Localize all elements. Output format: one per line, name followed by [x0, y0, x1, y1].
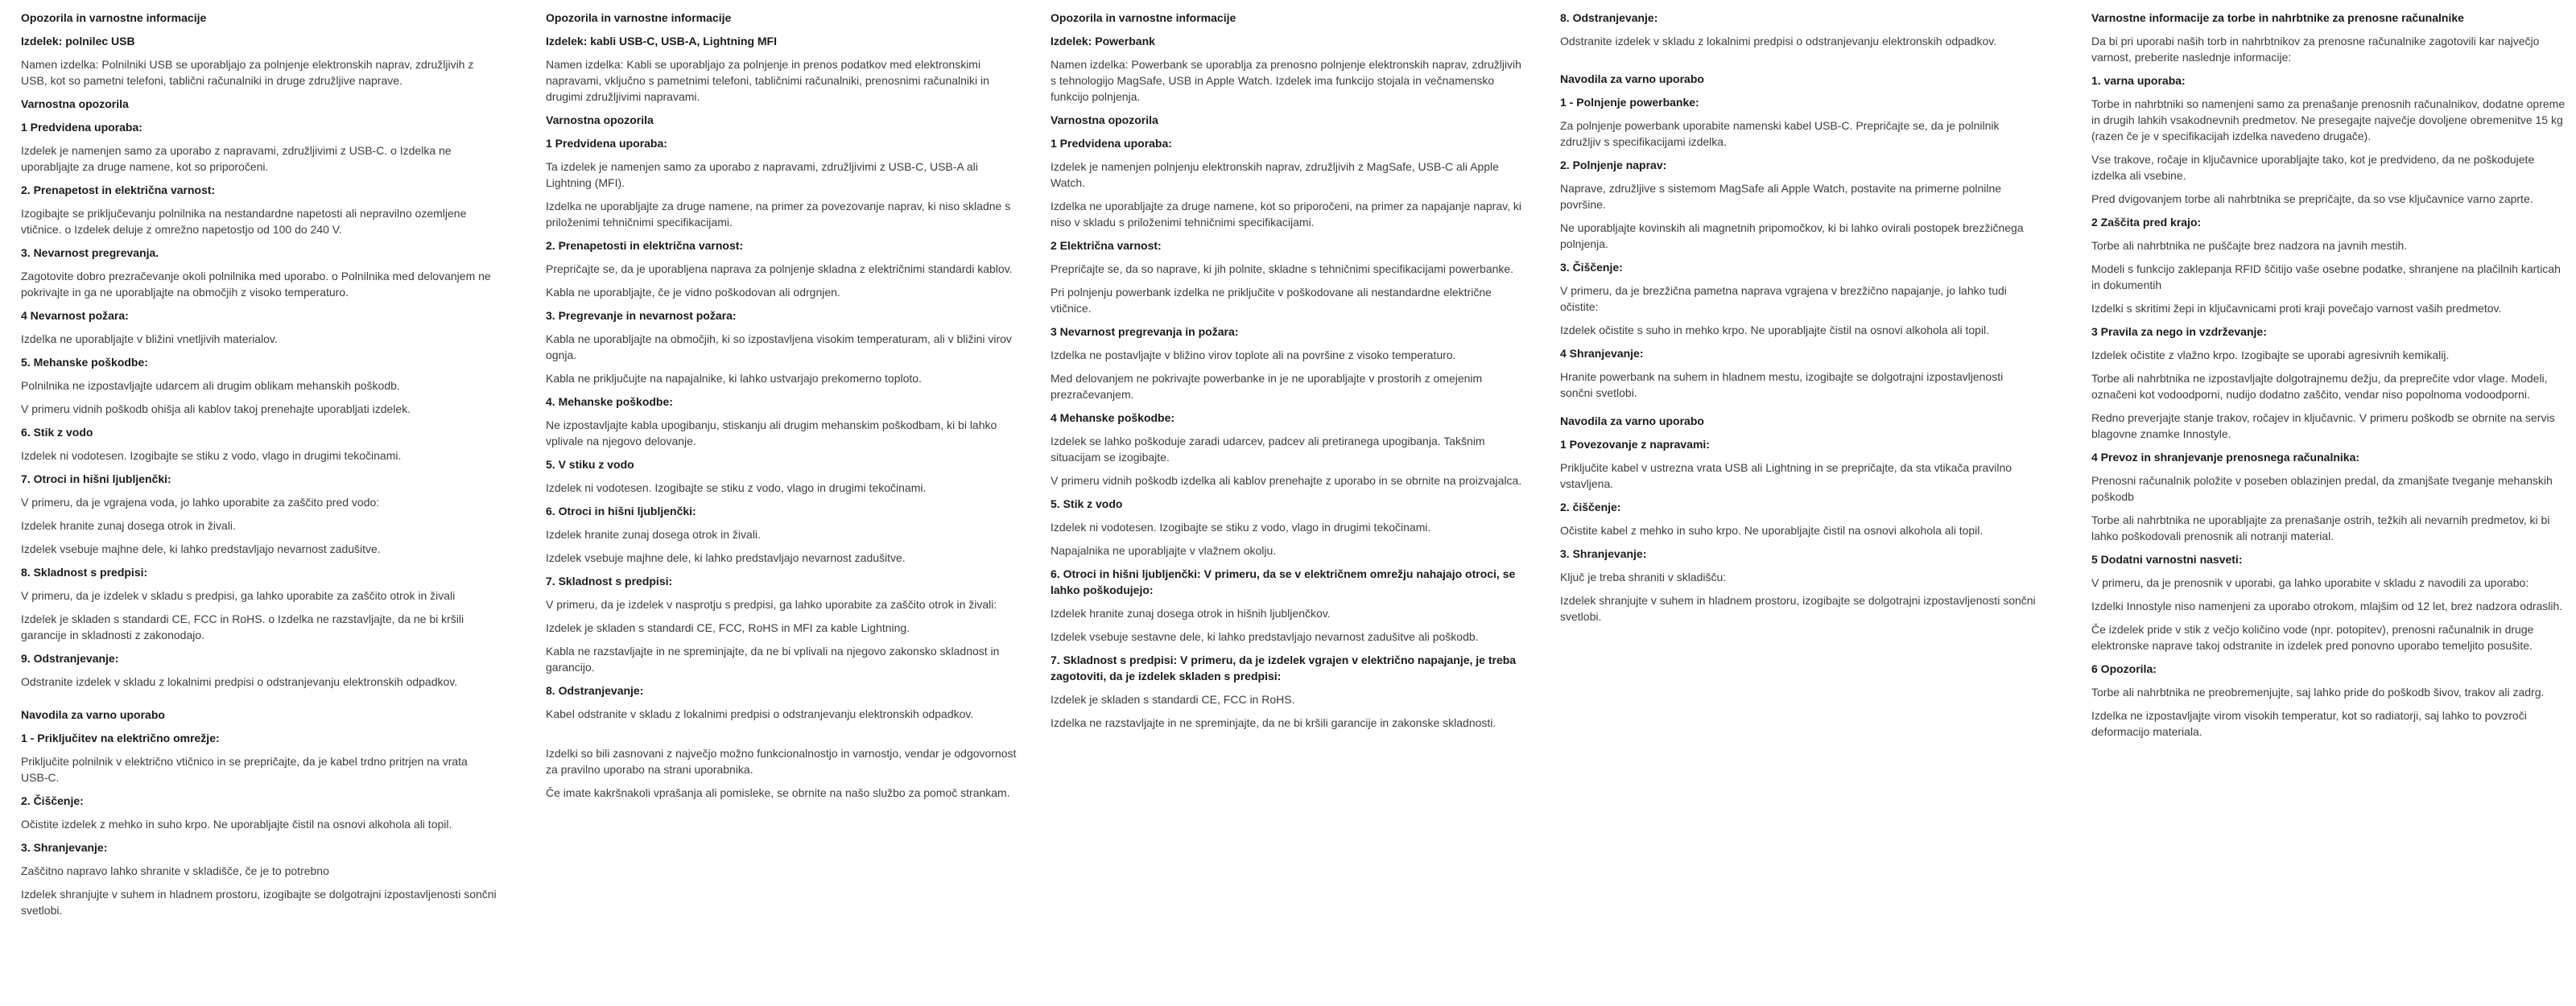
section-heading: 5. V stiku z vodo: [546, 458, 634, 471]
section-heading: 4 Mehanske poškodbe:: [1051, 411, 1175, 424]
paragraph: V primeru vidnih poškodb ohišja ali kablov takoj prenehajte uporabljati izdelek.: [21, 402, 411, 415]
paragraph: Izdelek vsebuje majhne dele, ki lahko predstavljajo nevarnost zadušitve.: [546, 551, 906, 564]
section-heading: Navodila za varno uporabo: [21, 708, 165, 721]
paragraph: Izdelek hranite zunaj dosega otrok in živali.: [21, 519, 236, 532]
section-heading: 6 Opozorila:: [2091, 662, 2157, 675]
spacer: [1560, 56, 2037, 71]
text-column-powerbank-safety: [1051, 10, 1527, 738]
paragraph: Pri polnjenju powerbank izdelka ne priključite v poškodovane ali nestandardne električne vtičnice.: [1051, 286, 1492, 315]
paragraph: Izdelki so bili zasnovani z največjo možno funkcionalnostjo in varnostjo, vendar je odgovornost za pravilno uporabo na strani uporabnika.: [546, 747, 1017, 776]
paragraph: Kabla ne priključujte na napajalnike, ki lahko ustvarjajo prekomerno toploto.: [546, 372, 922, 385]
section-heading: 7. Skladnost s predpisi: V primeru, da je izdelek vgrajen v električno napajanje, je treba zagotoviti, da je izdelek skladen s predpisi:: [1051, 653, 1517, 682]
text-column-laptop-bags-safety: [2091, 10, 2568, 747]
section-heading: 2 Električna varnost:: [1051, 239, 1162, 252]
paragraph: V primeru, da je izdelek v skladu s predpisi, ga lahko uporabite za zaščito otrok in živali: [21, 589, 456, 602]
paragraph: Redno preverjajte stanje trakov, ročajev in ključavnic. V primeru poškodb se obrnite na servis blagovne znamke Innostyle.: [2091, 411, 2555, 440]
section-heading: 6. Otroci in hišni ljubljenčki:: [546, 505, 696, 517]
paragraph: Ključ je treba shraniti v skladišču:: [1560, 571, 1727, 583]
paragraph: Napajalnika ne uporabljajte v vlažnem okolju.: [1051, 544, 1277, 557]
paragraph: Izdelek je skladen s standardi CE, FCC in RoHS. o Izdelka ne razstavljajte, da ne bi kršili garancije in skladnosti z zakonodajo.: [21, 612, 464, 641]
text-column-powerbank-usage-and-cable-usage: [1560, 10, 2037, 632]
section-heading: Izdelek: kabli USB-C, USB-A, Lightning MFI: [546, 35, 777, 47]
section-heading: 7. Skladnost s predpisi:: [546, 575, 673, 588]
section-heading: 3. Čiščenje:: [1560, 261, 1623, 274]
paragraph: Namen izdelka: Powerbank se uporablja za prenosno polnjenje elektronskih naprav, združljivih s tehnologijo MagSafe, USB in Apple Watch. Izdelek ima funkcijo stojala in večnamensko funkcijo polnjenja.: [1051, 58, 1521, 103]
paragraph: Izdelek hranite zunaj dosega otrok in hišnih ljubljenčkov.: [1051, 607, 1331, 620]
paragraph: Izdelka ne uporabljajte za druge namene, na primer za povezovanje naprav, ki niso skladne s priloženimi tehničnimi specifikacijami.: [546, 200, 1011, 229]
paragraph: Izdelek ni vodotesen. Izogibajte se stiku z vodo, vlago in drugimi tekočinami.: [21, 449, 402, 462]
section-heading: 3. Shranjevanje:: [1560, 547, 1647, 560]
paragraph: Izdelka ne postavljajte v bližino virov toplote ali na površine z visoko temperaturo.: [1051, 348, 1456, 361]
paragraph: Izdelek hranite zunaj dosega otrok in živali.: [546, 528, 761, 541]
section-heading: 1 - Priključitev na električno omrežje:: [21, 732, 220, 744]
paragraph: Kabla ne uporabljajte, če je vidno poškodovan ali odrgnjen.: [546, 286, 840, 299]
paragraph: Ne izpostavljajte kabla upogibanju, stiskanju ali drugim mehanskim poškodbam, ki bi lahko vplivale na njegovo delovanje.: [546, 418, 997, 447]
paragraph: Hranite powerbank na suhem in hladnem mestu, izogibajte se dolgotrajni izpostavljenosti sončni svetlobi.: [1560, 370, 2004, 399]
paragraph: Pred dvigovanjem torbe ali nahrbtnika se prepričajte, da so vse ključavnice varno zaprte.: [2091, 192, 2533, 205]
section-heading: 8. Odstranjevanje:: [1560, 11, 1658, 24]
section-heading: 6. Otroci in hišni ljubljenčki: V primeru, da se v električnem omrežju nahajajo otroci, se lahko poškodujejo:: [1051, 567, 1516, 596]
text-column-cables-safety: [546, 10, 1022, 808]
paragraph: Namen izdelka: Polnilniki USB se uporabljajo za polnjenje elektronskih naprav, združljivih z USB, kot so pametni telefoni, tablični računalniki in druge združljive naprave.: [21, 58, 474, 87]
section-heading: 2. Prenapetost in električna varnost:: [21, 183, 216, 196]
paragraph: Vse trakove, ročaje in ključavnice uporabljajte tako, kot je predvideno, da ne poškodujete izdelka ali vsebine.: [2091, 153, 2535, 182]
paragraph: Kabla ne uporabljajte na območjih, ki so izpostavljena visokim temperaturam, ali v bližini virov ognja.: [546, 332, 1012, 361]
paragraph: Izdelek očistite z vlažno krpo. Izogibajte se uporabi agresivnih kemikalij.: [2091, 348, 2450, 361]
paragraph: Izdelek je namenjen polnjenju elektronskih naprav, združljivih z MagSafe, USB-C ali Apple Watch.: [1051, 160, 1499, 189]
paragraph: Očistite izdelek z mehko in suho krpo. Ne uporabljajte čistil na osnovi alkohola ali topil.: [21, 818, 452, 831]
paragraph: Izdelek je namenjen samo za uporabo z napravami, združljivimi z USB-C. o Izdelka ne uporabljajte za druge namene, kot so priporočeni.: [21, 144, 452, 173]
paragraph: Izdelek je skladen s standardi CE, FCC in RoHS.: [1051, 693, 1295, 706]
section-heading: 7. Otroci in hišni ljubljenčki:: [21, 472, 171, 485]
paragraph: Izdelka ne razstavljajte in ne spreminjajte, da ne bi kršili garancije in zakonske skladnosti.: [1051, 716, 1496, 729]
paragraph: Izdelka ne uporabljajte za druge namene, kot so priporočeni, na primer za napajanje naprav, ki niso v skladu s priloženimi tehničnimi specifikacijami.: [1051, 200, 1521, 229]
paragraph: Priključite kabel v ustrezna vrata USB ali Lightning in se prepričajte, da sta vtikača pravilno vstavljena.: [1560, 461, 2013, 490]
section-heading: 4 Shranjevanje:: [1560, 347, 1644, 360]
paragraph: V primeru, da je vgrajena voda, jo lahko uporabite za zaščito pred vodo:: [21, 496, 380, 509]
paragraph: Izdelek shranjujte v suhem in hladnem prostoru, izogibajte se dolgotrajni izpostavljenosti sončni svetlobi.: [21, 888, 497, 917]
paragraph: Kabla ne razstavljajte in ne spreminjajte, da ne bi vplivali na njegovo zakonsko skladnost in garancijo.: [546, 645, 1000, 674]
paragraph: Izdelka ne uporabljajte v bližini vnetljivih materialov.: [21, 332, 278, 345]
section-heading: Navodila za varno uporabo: [1560, 414, 1704, 427]
section-heading: 1 Povezovanje z napravami:: [1560, 438, 1710, 451]
section-heading: 1. varna uporaba:: [2091, 74, 2186, 87]
section-heading: 4. Mehanske poškodbe:: [546, 395, 673, 408]
section-heading: 2. Čiščenje:: [21, 794, 84, 807]
paragraph: Modeli s funkcijo zaklepanja RFID ščitijo vaše osebne podatke, shranjene na plačilnih karticah in dokumentih: [2091, 262, 2561, 291]
paragraph: Izdelki s skritimi žepi in ključavnicami proti kraji povečajo varnost vaših predmetov.: [2091, 302, 2502, 315]
spacer: [21, 697, 497, 707]
paragraph: V primeru, da je prenosnik v uporabi, ga lahko uporabite v skladu z navodili za uporabo:: [2091, 576, 2529, 589]
section-heading: 8. Odstranjevanje:: [546, 684, 644, 697]
section-heading: 2 Zaščita pred krajo:: [2091, 216, 2202, 229]
paragraph: Prepričajte se, da je uporabljena naprava za polnjenje skladna z električnimi standardi kablov.: [546, 262, 1013, 275]
paragraph: Polnilnika ne izpostavljajte udarcem ali drugim oblikam mehanskih poškodb.: [21, 379, 400, 392]
section-heading: 9. Odstranjevanje:: [21, 652, 119, 665]
paragraph: Izdelka ne izpostavljajte virom visokih temperatur, kot so radiatorji, saj lahko to povzroči deformacijo materiala.: [2091, 709, 2527, 738]
paragraph: V primeru vidnih poškodb izdelka ali kablov prenehajte z uporabo in se obrnite na proizvajalca.: [1051, 474, 1522, 487]
paragraph: Izogibajte se priključevanju polnilnika na nestandardne napetosti ali nepravilno ozemljene vtičnice. o Izdelek deluje z omrežno napetostjo od 100 do 240 V.: [21, 207, 467, 236]
paragraph: Torbe in nahrbtniki so namenjeni samo za prenašanje prenosnih računalnikov, dodatne opreme in drugih lahkih vsakodnevnih predmetov. Ne presegajte največje dovoljene obremenitve 15 kg (razen če je v specifikacijah izdelka navedeno drugače).: [2091, 97, 2566, 142]
section-heading: 1 Predvidena uporaba:: [21, 121, 142, 134]
paragraph: Ta izdelek je namenjen samo za uporabo z napravami, združljivimi z USB-C, USB-A ali Lightning (MFI).: [546, 160, 978, 189]
section-heading: 4 Nevarnost požara:: [21, 309, 129, 322]
paragraph: Da bi pri uporabi naših torb in nahrbtnikov za prenosne računalnike zagotovili kar največjo varnost, preberite naslednje informacije:: [2091, 35, 2540, 64]
section-heading: 1 Predvidena uporaba:: [1051, 137, 1172, 150]
section-heading: 5. Mehanske poškodbe:: [21, 356, 148, 369]
section-heading: 3. Nevarnost pregrevanja.: [21, 246, 159, 259]
paragraph: Naprave, združljive s sistemom MagSafe ali Apple Watch, postavite na primerne polnilne površine.: [1560, 182, 2002, 211]
paragraph: Prepričajte se, da so naprave, ki jih polnite, skladne s tehničnimi specifikacijami powerbanke.: [1051, 262, 1514, 275]
section-heading: Navodila za varno uporabo: [1560, 72, 1704, 85]
paragraph: Izdelki Innostyle niso namenjeni za uporabo otrokom, mlajšim od 12 let, brez nadzora odraslih.: [2091, 600, 2563, 612]
paragraph: Izdelek ni vodotesen. Izogibajte se stiku z vodo, vlago in drugimi tekočinami.: [1051, 521, 1431, 534]
paragraph: Med delovanjem ne pokrivajte powerbanke in je ne uporabljajte v prostorih z omejenim prezračevanjem.: [1051, 372, 1483, 401]
section-heading: Opozorila in varnostne informacije: [21, 11, 207, 24]
section-heading: 3 Nevarnost pregrevanja in požara:: [1051, 325, 1239, 338]
spacer: [546, 729, 1022, 745]
paragraph: Če imate kakršnakoli vprašanja ali pomisleke, se obrnite na našo službo za pomoč strankam.: [546, 786, 1010, 799]
section-heading: 1 - Polnjenje powerbanke:: [1560, 96, 1699, 109]
section-heading: 6. Stik z vodo: [21, 426, 93, 439]
paragraph: Zagotovite dobro prezračevanje okoli polnilnika med uporabo. o Polnilnika med delovanjem ne pokrivajte in ga ne uporabljajte na območjih z visoko temperaturo.: [21, 270, 491, 299]
paragraph: Namen izdelka: Kabli se uporabljajo za polnjenje in prenos podatkov med elektronskimi napravami, vključno s pametnimi telefoni, tabličnimi računalniki, prenosnimi računalniki in drugimi združljivimi napravami.: [546, 58, 989, 103]
section-heading: Opozorila in varnostne informacije: [546, 11, 732, 24]
paragraph: Odstranite izdelek v skladu z lokalnimi predpisi o odstranjevanju elektronskih odpadkov.: [1560, 35, 1997, 47]
section-heading: 2. čiščenje:: [1560, 501, 1621, 513]
paragraph: V primeru, da je brezžična pametna naprava vgrajena v brezžično napajanje, jo lahko tudi očistite:: [1560, 284, 2007, 313]
section-heading: Varnostna opozorila: [1051, 113, 1158, 126]
paragraph: Zaščitno napravo lahko shranite v skladišče, če je to potrebno: [21, 864, 329, 877]
paragraph: Izdelek očistite s suho in mehko krpo. Ne uporabljajte čistil na osnovi alkohola ali topil.: [1560, 324, 1990, 336]
section-heading: Varnostne informacije za torbe in nahrbtnike za prenosne računalnike: [2091, 11, 2464, 24]
paragraph: Ne uporabljajte kovinskih ali magnetnih pripomočkov, ki bi lahko ovirali postopek brezžičnega polnjenja.: [1560, 221, 2024, 250]
paragraph: Torbe ali nahrbtnika ne puščajte brez nadzora na javnih mestih.: [2091, 239, 2408, 252]
paragraph: Očistite kabel z mehko in suho krpo. Ne uporabljajte čistil na osnovi alkohola ali topil.: [1560, 524, 1984, 537]
section-heading: 3. Shranjevanje:: [21, 841, 108, 854]
section-heading: 3. Pregrevanje in nevarnost požara:: [546, 309, 737, 322]
section-heading: Opozorila in varnostne informacije: [1051, 11, 1236, 24]
paragraph: Za polnjenje powerbank uporabite namenski kabel USB-C. Prepričajte se, da je polnilnik združljiv s specifikacijami izdelka.: [1560, 119, 2000, 148]
section-heading: 2. Prenapetosti in električna varnost:: [546, 239, 744, 252]
section-heading: 4 Prevoz in shranjevanje prenosnega računalnika:: [2091, 451, 2360, 464]
paragraph: Torbe ali nahrbtnika ne preobremenjujte, saj lahko pride do poškodb šivov, trakov ali zadrg.: [2091, 686, 2545, 699]
section-heading: Izdelek: polnilec USB: [21, 35, 135, 47]
paragraph: Izdelek se lahko poškoduje zaradi udarcev, padcev ali pretiranega upogibanja. Takšnim situacijam se izogibajte.: [1051, 435, 1485, 464]
section-heading: 2. Polnjenje naprav:: [1560, 159, 1667, 171]
paragraph: Če izdelek pride v stik z večjo količino vode (npr. potopitev), prenosni računalnik in druge elektronske naprave takoj odstranite in izdelek pred ponovno uporabo temeljito posušite.: [2091, 623, 2534, 652]
text-column-usb-charger-safety: [21, 10, 497, 926]
section-heading: 3 Pravila za nego in vzdrževanje:: [2091, 325, 2267, 338]
paragraph: Prenosni računalnik položite v poseben oblazinjen predal, da zmanjšate tveganje mehanskih poškodb: [2091, 474, 2553, 503]
section-heading: Izdelek: Powerbank: [1051, 35, 1155, 47]
paragraph: V primeru, da je izdelek v nasprotju s predpisi, ga lahko uporabite za zaščito otrok in živali:: [546, 598, 997, 611]
paragraph: Kabel odstranite v skladu z lokalnimi predpisi o odstranjevanju elektronskih odpadkov.: [546, 707, 974, 720]
paragraph: Izdelek vsebuje sestavne dele, ki lahko predstavljajo nevarnost zadušitve ali poškodb.: [1051, 630, 1479, 643]
paragraph: Odstranite izdelek v skladu z lokalnimi predpisi o odstranjevanju elektronskih odpadkov.: [21, 675, 458, 688]
section-heading: 8. Skladnost s predpisi:: [21, 566, 148, 579]
section-heading: Varnostna opozorila: [21, 97, 129, 110]
paragraph: Izdelek je skladen s standardi CE, FCC, RoHS in MFI za kable Lightning.: [546, 621, 910, 634]
section-heading: Varnostna opozorila: [546, 113, 654, 126]
paragraph: Izdelek ni vodotesen. Izogibajte se stiku z vodo, vlago in drugimi tekočinami.: [546, 481, 927, 494]
paragraph: Izdelek shranjujte v suhem in hladnem prostoru, izogibajte se dolgotrajni izpostavljenosti sončni svetlobi.: [1560, 594, 2036, 623]
paragraph: Torbe ali nahrbtnika ne uporabljajte za prenašanje ostrih, težkih ali nevarnih predmetov, ki bi lahko poškodovali prenosnik ali notranji material.: [2091, 513, 2550, 542]
section-heading: 5. Stik z vodo: [1051, 497, 1123, 510]
paragraph: Torbe ali nahrbtnika ne izpostavljajte dolgotrajnemu dežju, da preprečite vdor vlage. Modeli, označeni kot vodoodporni, nudijo dodatno zaščito, vendar niso popolnoma vodoodporni.: [2091, 372, 2548, 401]
section-heading: 1 Predvidena uporaba:: [546, 137, 667, 150]
paragraph: Izdelek vsebuje majhne dele, ki lahko predstavljajo nevarnost zadušitve.: [21, 542, 381, 555]
section-heading: 5 Dodatni varnostni nasveti:: [2091, 553, 2243, 566]
paragraph: Priključite polnilnik v električno vtičnico in se prepričajte, da je kabel trdno pritrjen na vrata USB-C.: [21, 755, 468, 784]
